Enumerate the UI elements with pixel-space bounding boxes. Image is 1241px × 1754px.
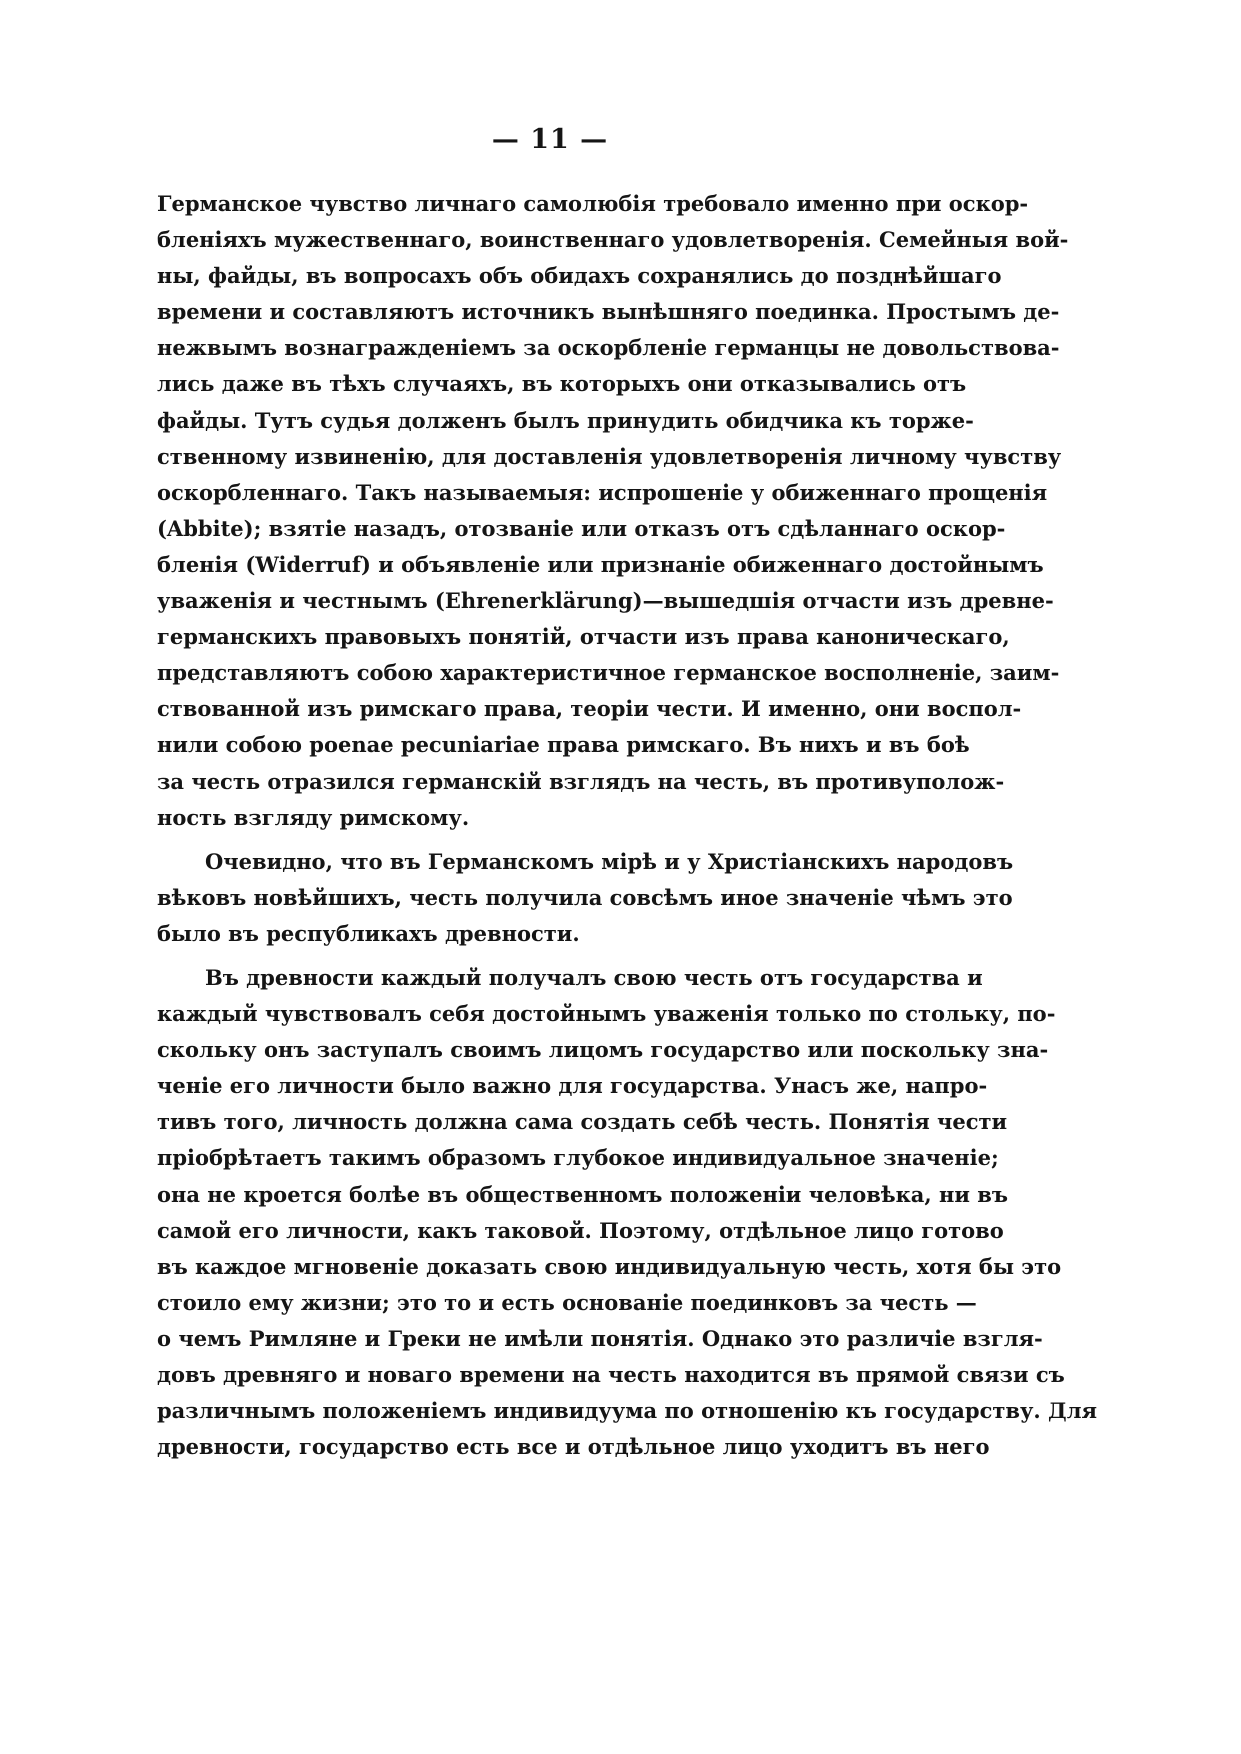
text-line: различнымъ положеніемъ индивидуума по отношенію къ государству. Для (157, 1398, 1098, 1424)
text-line: оскорбленнаго. Такъ называемыя: испрошеніе у обиженнаго прощенія (157, 479, 1048, 505)
text-line: самой его личности, какъ таковой. Поэтому, отдѣльное лицо готово (157, 1217, 1004, 1243)
text-line: каждый чувствовалъ себя достойнымъ уваженія только по стольку, по- (157, 1001, 1056, 1027)
text-line: ствованной изъ римскаго права, теоріи чести. И именно, они воспол- (157, 696, 1022, 722)
paragraph-gap (157, 836, 947, 844)
text-line: бленіяхъ мужественнаго, воинственнаго удовлетворенія. Семейныя вой- (157, 227, 1069, 253)
text-line: ственному извиненію, для доставленія удовлетворенія личному чувству (157, 443, 1062, 469)
body-text (157, 186, 1098, 1465)
text-line: лись даже въ тѣхъ случаяхъ, въ которыхъ они отказывались отъ (157, 371, 967, 397)
text-line: древности, государство есть все и отдѣльное лицо уходитъ въ него (157, 1434, 990, 1460)
text-line: скольку онъ заступалъ своимъ лицомъ государство или поскольку зна- (157, 1037, 1049, 1063)
text-line: въ каждое мгновеніе доказать свою индивидуальную честь, хотя бы это (157, 1253, 1062, 1279)
text-line: о чемъ Римляне и Греки не имѣли понятія. Однако это различіе взгля- (157, 1325, 1043, 1351)
text-line: представляютъ собою характеристичное германское восполненіе, заим- (157, 660, 1060, 686)
text-line: Въ древности каждый получалъ свою честь отъ государства и (205, 964, 983, 990)
text-line: германскихъ правовыхъ понятій, отчасти изъ права каноническаго, (157, 624, 1010, 650)
text-line: нили собою poenae pecuniariae права римскаго. Въ нихъ и въ боѣ (157, 732, 970, 758)
text-line: вѣковъ новѣйшихъ, честь получила совсѣмъ иное значеніе чѣмъ это (157, 884, 1013, 910)
text-line: ность взгляду римскому. (157, 804, 470, 830)
text-line: стоило ему жизни; это то и есть основаніе поединковъ за честь — (157, 1289, 977, 1315)
text-line: Очевидно, что въ Германскомъ мірѣ и у Христіанскихъ народовъ (205, 848, 1014, 874)
page-number: — 11 — (491, 124, 609, 155)
text-line: Германское чувство личнаго самолюбія требовало именно при оскор- (157, 191, 1029, 216)
paragraph-gap (157, 952, 947, 960)
text-line: (Abbite); взятіе назадъ, отозваніе или отказъ отъ сдѣланнаго оскор- (157, 515, 1006, 541)
text-line: времени и составляютъ источникъ вынѣшняго поединка. Простымъ де- (157, 299, 1060, 325)
text-line: файды. Тутъ судья долженъ былъ принудить обидчика къ торже- (157, 407, 974, 433)
text-line: она не кроется болѣе въ общественномъ положеніи человѣка, ни въ (157, 1181, 1008, 1207)
paragraph-3 (157, 960, 1098, 1465)
text-line: было въ республикахъ древности. (157, 920, 580, 946)
text-line: за честь отразился германскій взглядъ на честь, въ противуполож- (157, 768, 1005, 794)
text-line: тивъ того, личность должна сама создать себѣ честь. Понятія чести (157, 1109, 1008, 1135)
text-line: бленія (Widerruf) и объявленіе или признаніе обиженнаго достойнымъ (157, 551, 1044, 577)
paragraph-1 (157, 186, 1069, 836)
text-line: пріобрѣтаетъ такимъ образомъ глубокое индивидуальное значеніе; (157, 1145, 999, 1171)
text-line: нежвымъ вознагражденіемъ за оскорбленіе германцы не довольствова- (157, 335, 1060, 361)
text-line: ченіе его личности было важно для государства. Унасъ же, напро- (157, 1073, 988, 1099)
text-line: уваженія и честнымъ (Ehrenerklärung)—вышедшія отчасти изъ древне- (157, 588, 1054, 614)
text-line: ны, файды, въ вопросахъ объ обидахъ сохранялись до позднѣйшаго (157, 263, 1002, 289)
paragraph-2 (157, 844, 1014, 952)
text-line: довъ древняго и новаго времени на честь находится въ прямой связи съ (157, 1362, 1065, 1387)
